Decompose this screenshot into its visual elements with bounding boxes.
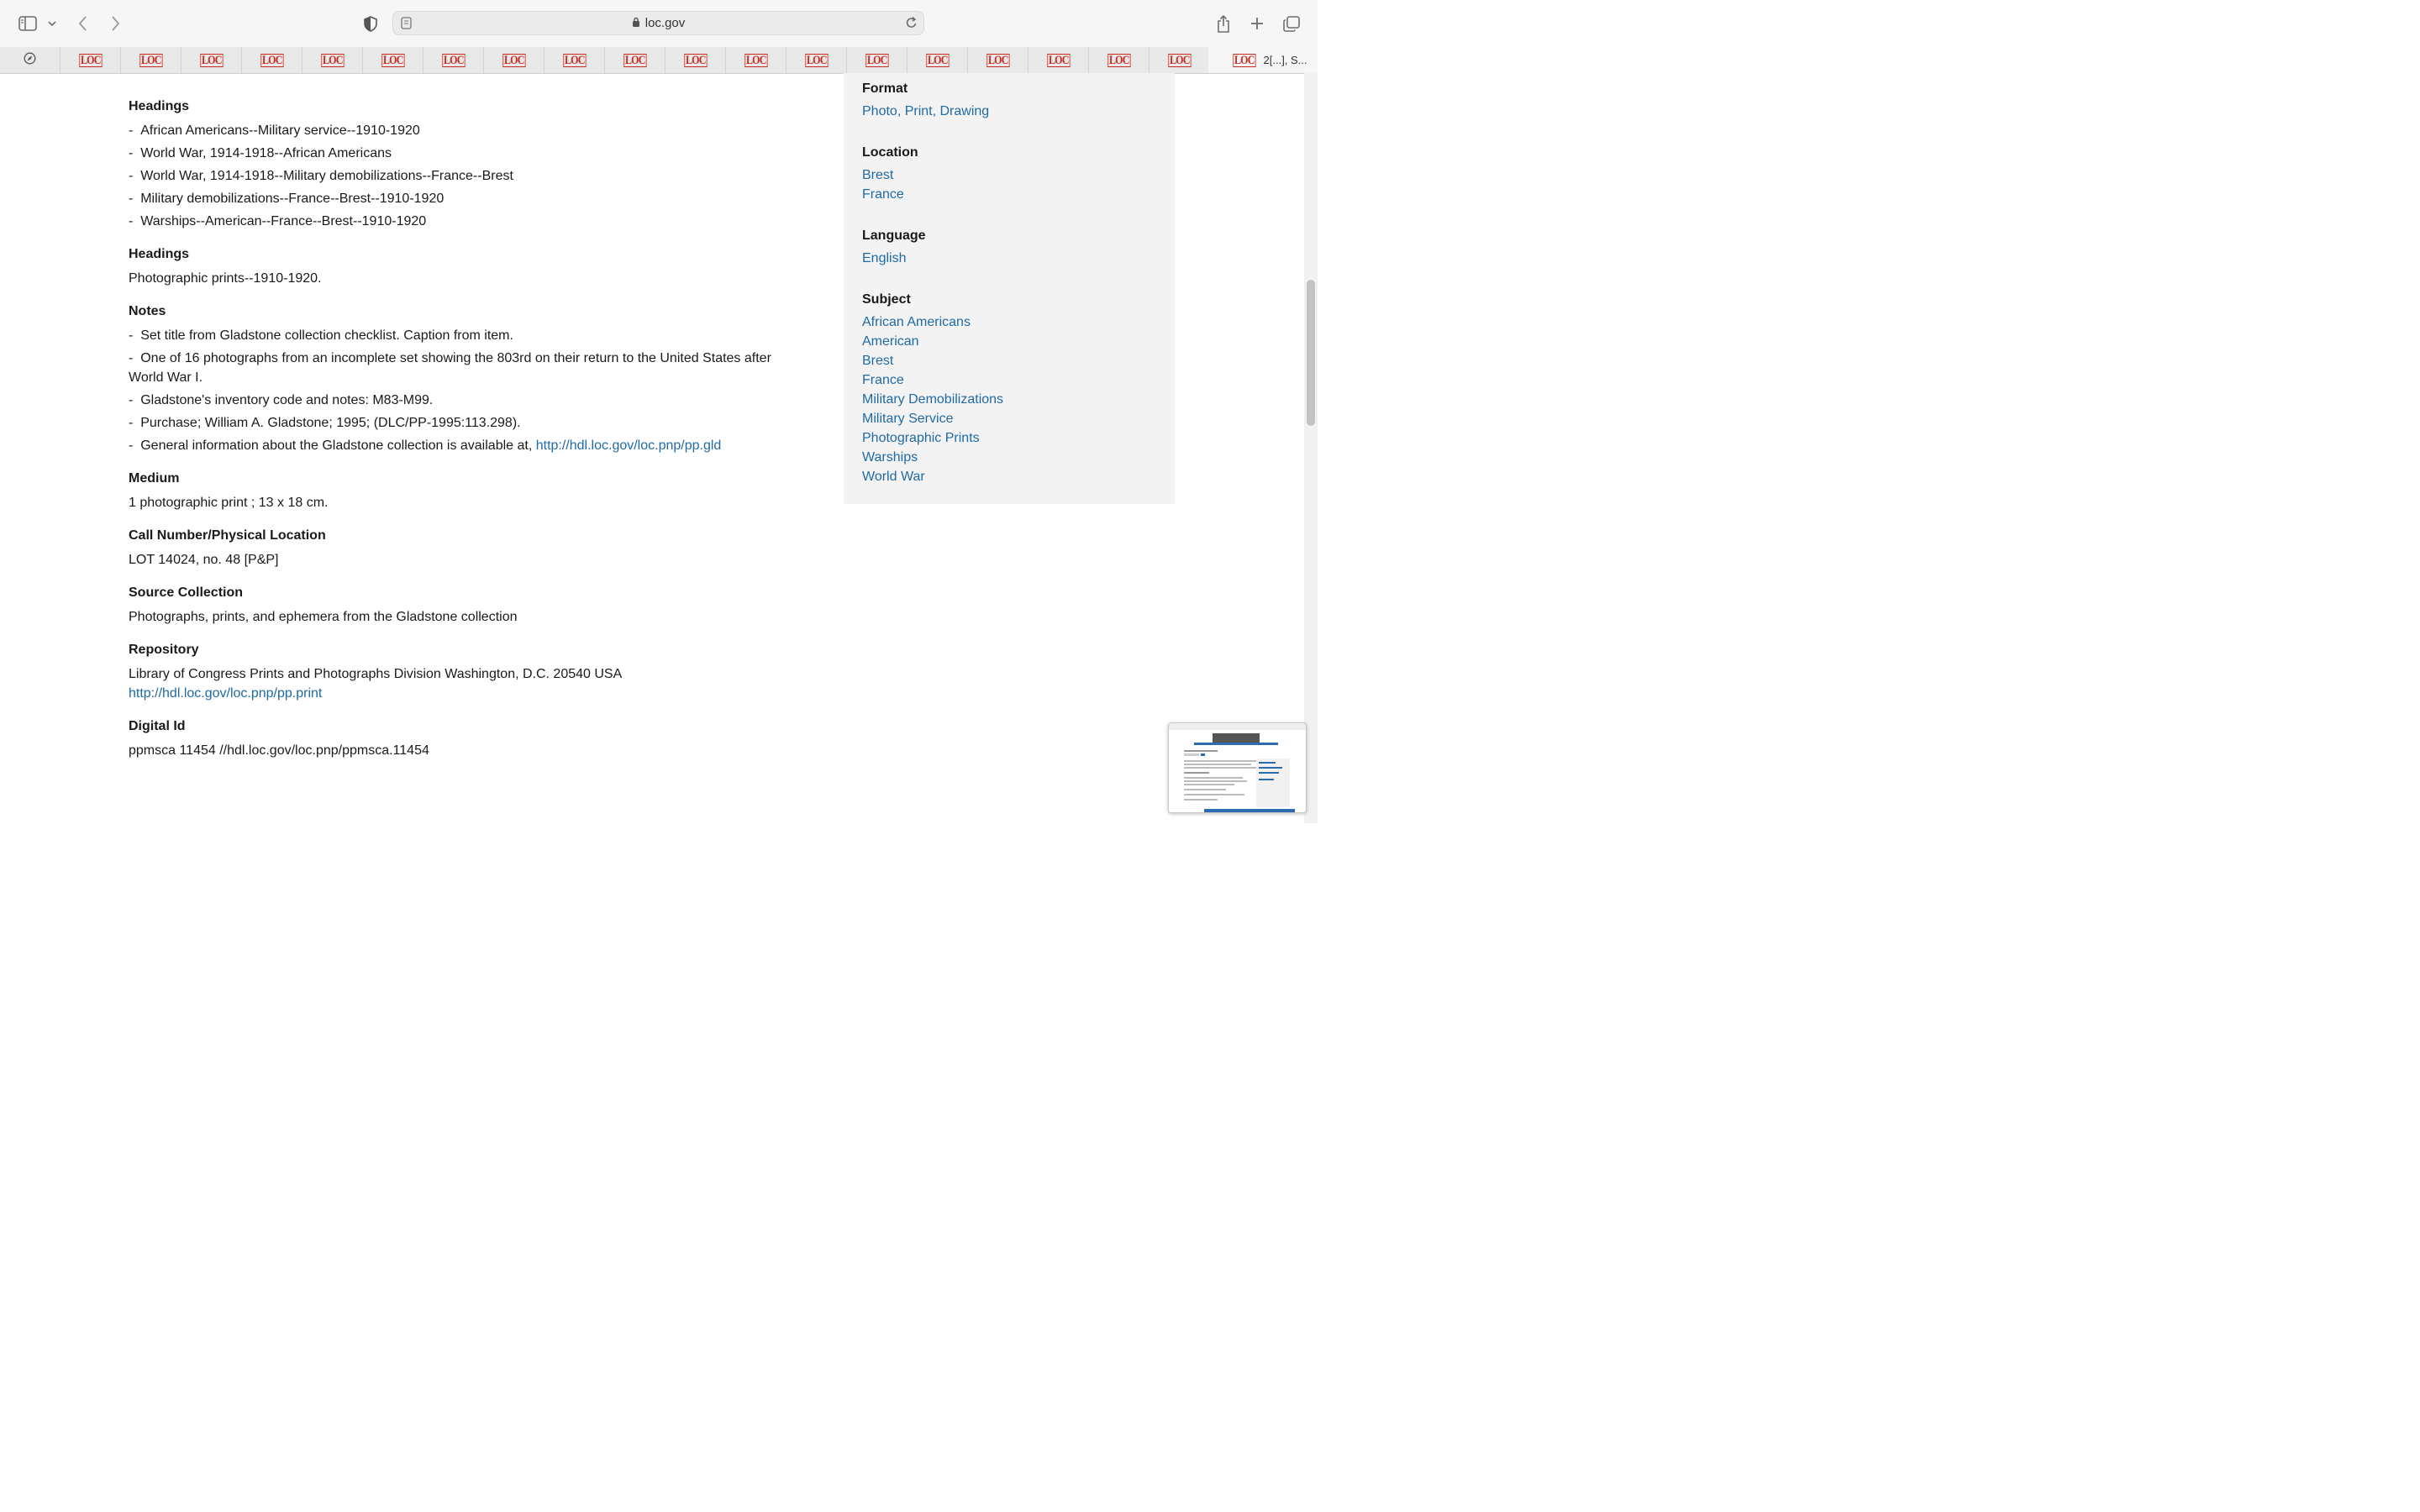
facet-group (862, 144, 1156, 204)
chevron-down-icon[interactable] (45, 17, 59, 30)
loc-logo-icon: LOC (322, 53, 343, 67)
address-domain: loc.gov (644, 16, 686, 30)
section-link-line (129, 684, 801, 703)
bullet-dash: - (129, 328, 141, 343)
line-text: World War, 1914-1918--African Americans (140, 146, 392, 160)
bullet-dash: - (129, 393, 141, 407)
bullet-item (129, 436, 801, 455)
detail-section (129, 303, 801, 455)
facets-sidebar (844, 73, 1175, 504)
section-text (129, 550, 801, 570)
scrollbar-thumb[interactable] (1307, 280, 1315, 426)
facet-link[interactable]: Warships (862, 450, 918, 465)
facet-link[interactable]: World War (862, 470, 925, 484)
facet-link[interactable]: Photo, Print, Drawing (862, 104, 990, 118)
line-text: General information about the Gladstone collection is available at, (140, 438, 536, 453)
bullet-dash: - (129, 214, 141, 228)
tab-start-page[interactable] (0, 47, 60, 73)
tab-loc[interactable] (1028, 47, 1089, 73)
facet-group (862, 291, 1156, 486)
tab-loc[interactable] (544, 47, 605, 73)
line-text: Military demobilizations--France--Brest--1910-1920 (140, 192, 445, 206)
line-text: Set title from Gladstone collection checklist. Caption from item. (140, 328, 513, 343)
facet-link[interactable]: English (862, 251, 907, 265)
section-text (129, 607, 801, 627)
bullet-item (129, 121, 801, 140)
line-text: ppmsca 11454 //hdl.loc.gov/loc.pnp/ppmsca.11454 (129, 743, 429, 758)
section-heading: Headings (129, 247, 190, 261)
detail-section (129, 718, 801, 760)
tab-loc[interactable] (726, 47, 786, 73)
facet-link[interactable]: Brest (862, 354, 894, 368)
loc-logo-icon: LOC (564, 53, 585, 67)
bullet-dash: - (129, 438, 141, 453)
loc-logo-icon: LOC (201, 53, 222, 67)
bullet-item (129, 391, 801, 410)
page-preview-thumbnail[interactable] (1168, 722, 1307, 813)
facet-link[interactable]: Military Demobilizations (862, 392, 1004, 407)
tab-loc[interactable] (424, 47, 484, 73)
line-text: One of 16 photographs from an incomplete set showing the 803rd on their return to the United States after World War I. (129, 351, 771, 385)
section-heading: Source Collection (129, 585, 244, 600)
bullet-dash: - (129, 169, 141, 183)
new-tab-icon[interactable] (1247, 13, 1267, 34)
tab-loc[interactable] (182, 47, 242, 73)
detail-section (129, 470, 801, 512)
line-text: African Americans--Military service--1910-1920 (140, 123, 420, 138)
share-icon[interactable] (1213, 13, 1234, 34)
loc-logo-icon: LOC (261, 53, 282, 67)
scrollbar-track[interactable] (1304, 73, 1318, 823)
section-text (129, 741, 801, 760)
loc-logo-icon: LOC (503, 53, 524, 67)
repository-link[interactable]: http://hdl.loc.gov/loc.pnp/pp.print (129, 686, 323, 701)
loc-logo-icon: LOC (806, 53, 827, 67)
tab-loc[interactable] (605, 47, 666, 73)
section-text (129, 664, 801, 684)
section-heading: Headings (129, 99, 190, 113)
bullet-dash: - (129, 416, 141, 430)
bullet-dash: - (129, 192, 141, 206)
tab-active[interactable] (1208, 47, 1318, 73)
facet-link[interactable]: Photographic Prints (862, 431, 980, 445)
loc-logo-icon: LOC (624, 53, 645, 67)
line-text: Gladstone's inventory code and notes: M83-M99. (140, 393, 434, 407)
section-heading: Digital Id (129, 719, 186, 733)
line-text: Purchase; William A. Gladstone; 1995; (DLC/PP-1995:113.298). (140, 416, 521, 430)
browser-toolbar (0, 0, 1318, 48)
facet-link[interactable]: France (862, 187, 904, 202)
loc-logo-icon: LOC (745, 53, 766, 67)
facet-heading: Format (862, 81, 908, 96)
detail-section (129, 642, 801, 703)
loc-logo-icon: LOC (685, 53, 706, 67)
privacy-shield-icon[interactable] (361, 14, 380, 33)
facet-heading: Subject (862, 292, 911, 307)
loc-logo-icon: LOC (443, 53, 464, 67)
facet-group (862, 80, 1156, 121)
loc-logo-icon: LOC (866, 53, 887, 67)
line-text: Warships--American--France--Brest--1910-1920 (140, 214, 427, 228)
bullet-item (129, 166, 801, 186)
loc-logo-icon: LOC (382, 53, 403, 67)
bullet-item (129, 413, 801, 433)
tab-loc[interactable] (666, 47, 726, 73)
loc-logo-icon: LOC (1108, 53, 1129, 67)
lock-icon (632, 17, 640, 31)
facet-link[interactable]: France (862, 373, 904, 387)
section-heading: Repository (129, 643, 199, 657)
loc-logo-icon: LOC (1169, 53, 1190, 67)
detail-section (129, 528, 801, 570)
section-heading: Call Number/Physical Location (129, 528, 326, 543)
section-text (129, 269, 801, 288)
tab-loc[interactable] (847, 47, 908, 73)
tab-loc[interactable] (302, 47, 363, 73)
bullet-item (129, 349, 801, 387)
section-heading: Medium (129, 471, 180, 486)
bullet-dash: - (129, 351, 141, 365)
gladstone-collection-link[interactable]: http://hdl.loc.gov/loc.pnp/pp.gld (535, 438, 722, 453)
bullet-dash: - (129, 146, 141, 160)
loc-logo-icon: LOC (80, 53, 101, 67)
section-text (129, 493, 801, 512)
facet-link[interactable]: Military Service (862, 412, 954, 426)
facet-link[interactable]: American (862, 334, 919, 349)
tab-loc[interactable] (121, 47, 182, 73)
loc-logo-icon: LOC (927, 53, 948, 67)
loc-logo-icon: LOC (1234, 53, 1255, 67)
line-text: Library of Congress Prints and Photographs Division Washington, D.C. 20540 USA (129, 667, 623, 681)
section-heading: Notes (129, 304, 166, 318)
facet-heading: Language (862, 228, 926, 243)
sidebar-toggle-icon[interactable] (17, 13, 39, 34)
loc-logo-icon: LOC (987, 53, 1008, 67)
tab-loc[interactable] (484, 47, 544, 73)
line-text: LOT 14024, no. 48 [P&P] (129, 553, 279, 567)
loc-logo-icon: LOC (140, 53, 161, 67)
line-text: World War, 1914-1918--Military demobilizations--France--Brest (140, 169, 513, 183)
tab-overview-icon[interactable] (1281, 13, 1302, 34)
forward-icon[interactable] (106, 13, 124, 34)
detail-section (129, 585, 801, 627)
detail-section (129, 98, 801, 231)
tab-loc[interactable] (1089, 47, 1150, 73)
facet-heading: Location (862, 145, 918, 160)
tab-loc[interactable] (60, 47, 121, 73)
tab-loc[interactable] (908, 47, 968, 73)
line-text: Photographic prints--1910-1920. (129, 271, 322, 286)
bullet-item (129, 144, 801, 163)
tab-loc[interactable] (786, 47, 847, 73)
detail-section (129, 246, 801, 288)
compass-icon (24, 52, 36, 69)
item-details (129, 84, 801, 775)
bullet-dash: - (129, 123, 141, 138)
tab-loc[interactable] (968, 47, 1028, 73)
bullet-item (129, 326, 801, 345)
reload-icon[interactable] (905, 16, 918, 34)
facet-link[interactable]: African Americans (862, 315, 971, 329)
loc-logo-icon: LOC (1048, 53, 1069, 67)
address-bar[interactable] (392, 11, 924, 35)
bullet-item (129, 212, 801, 231)
tab-loc[interactable] (363, 47, 424, 73)
tab-bar (0, 47, 1318, 74)
tab-loc[interactable] (1150, 47, 1210, 73)
facet-link[interactable]: Brest (862, 168, 894, 182)
bullet-item (129, 189, 801, 208)
active-tab-label: 2[...], S... (1263, 54, 1307, 66)
line-text: Photographs, prints, and ephemera from the Gladstone collection (129, 610, 518, 624)
line-text: 1 photographic print ; 13 x 18 cm. (129, 496, 329, 510)
tab-loc[interactable] (242, 47, 302, 73)
facet-group (862, 227, 1156, 268)
back-icon[interactable] (74, 13, 92, 34)
